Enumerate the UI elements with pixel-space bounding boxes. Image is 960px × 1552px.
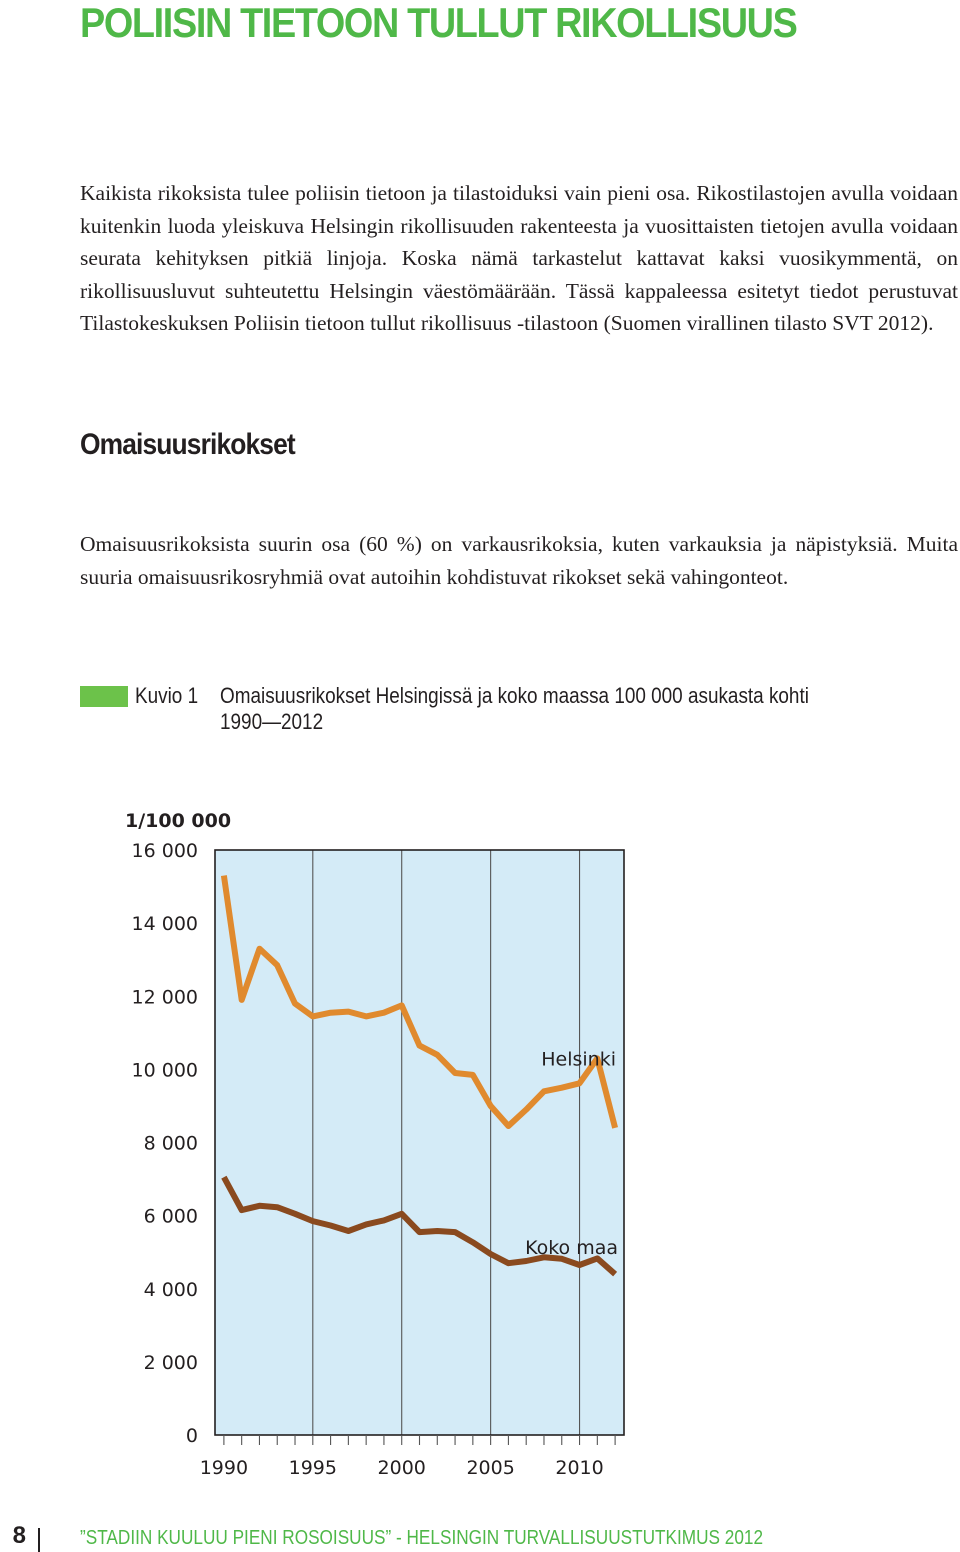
series-label-koko-maa: Koko maa bbox=[525, 1237, 618, 1260]
y-tick-label: 10 000 bbox=[131, 1059, 198, 1082]
line-chart bbox=[0, 790, 960, 1490]
figure-caption-line2: 1990—2012 bbox=[220, 709, 324, 734]
figure-label: Kuvio 1 bbox=[135, 683, 199, 708]
plot-background bbox=[215, 850, 624, 1435]
y-tick-label: 6 000 bbox=[143, 1205, 198, 1228]
x-tick-label: 2005 bbox=[466, 1457, 515, 1479]
y-tick-label: 2 000 bbox=[143, 1351, 198, 1374]
y-tick-label: 16 000 bbox=[131, 840, 198, 862]
figure-marker bbox=[80, 686, 128, 707]
y-axis-label: 1/100 000 bbox=[125, 810, 232, 832]
section-heading: Omaisuusrikokset bbox=[80, 428, 295, 461]
y-tick-label: 12 000 bbox=[131, 986, 198, 1009]
series-label-helsinki: Helsinki bbox=[541, 1048, 616, 1071]
x-tick-label: 1990 bbox=[199, 1457, 249, 1479]
intro-paragraph: Kaikista rikoksista tulee poliisin tietoon ja tilastoiduksi vain pieni osa. Rikostilastojen avulla voidaan kuitenkin luoda yleiskuva Helsingin rikollisuuden rakenteesta ja vuosittaisten tietojen avulla voidaan seurata kehityksen pitkiä linjoja. Koska nämä tarkastelut kattavat kaksi vuosikymmentä, on rikollisuusluvut suhteutettu Helsingin väestömäärään. Tässä kappaleessa esitetyt tiedot perustuvat Tilastokeskuksen Poliisin tietoon tullut rikollisuus -tilastoon (Suomen virallinen tilasto SVT 2012). bbox=[80, 181, 958, 335]
figure-caption-line1: Omaisuusrikokset Helsingissä ja koko maassa 100 000 asukasta kohti bbox=[220, 683, 809, 708]
y-tick-label: 0 bbox=[185, 1425, 198, 1447]
x-tick-label: 1995 bbox=[288, 1457, 337, 1479]
footer-text: ”STADIIN KUULUU PIENI ROSOISUUS” - HELSINGIN TURVALLISUUSTUTKIMUS 2012 bbox=[80, 1527, 764, 1549]
y-tick-label: 14 000 bbox=[131, 913, 198, 936]
page-number: 8 bbox=[12, 1522, 26, 1549]
page-number-divider bbox=[38, 1528, 40, 1552]
x-tick-label: 2000 bbox=[377, 1457, 426, 1479]
page-title: POLIISIN TIETOON TULLUT RIKOLLISUUS bbox=[80, 0, 797, 46]
section-paragraph: Omaisuusrikoksista suurin osa (60 %) on varkausrikoksia, kuten varkauksia ja näpistyksiä. Muita suuria omaisuusrikosryhmiä ovat autoihin kohdistuvat rikokset sekä vahingonteot. bbox=[80, 532, 958, 589]
y-tick-label: 4 000 bbox=[143, 1278, 198, 1301]
y-tick-label: 8 000 bbox=[143, 1132, 198, 1155]
x-tick-label: 2010 bbox=[555, 1457, 604, 1479]
figure-caption bbox=[220, 683, 809, 735]
